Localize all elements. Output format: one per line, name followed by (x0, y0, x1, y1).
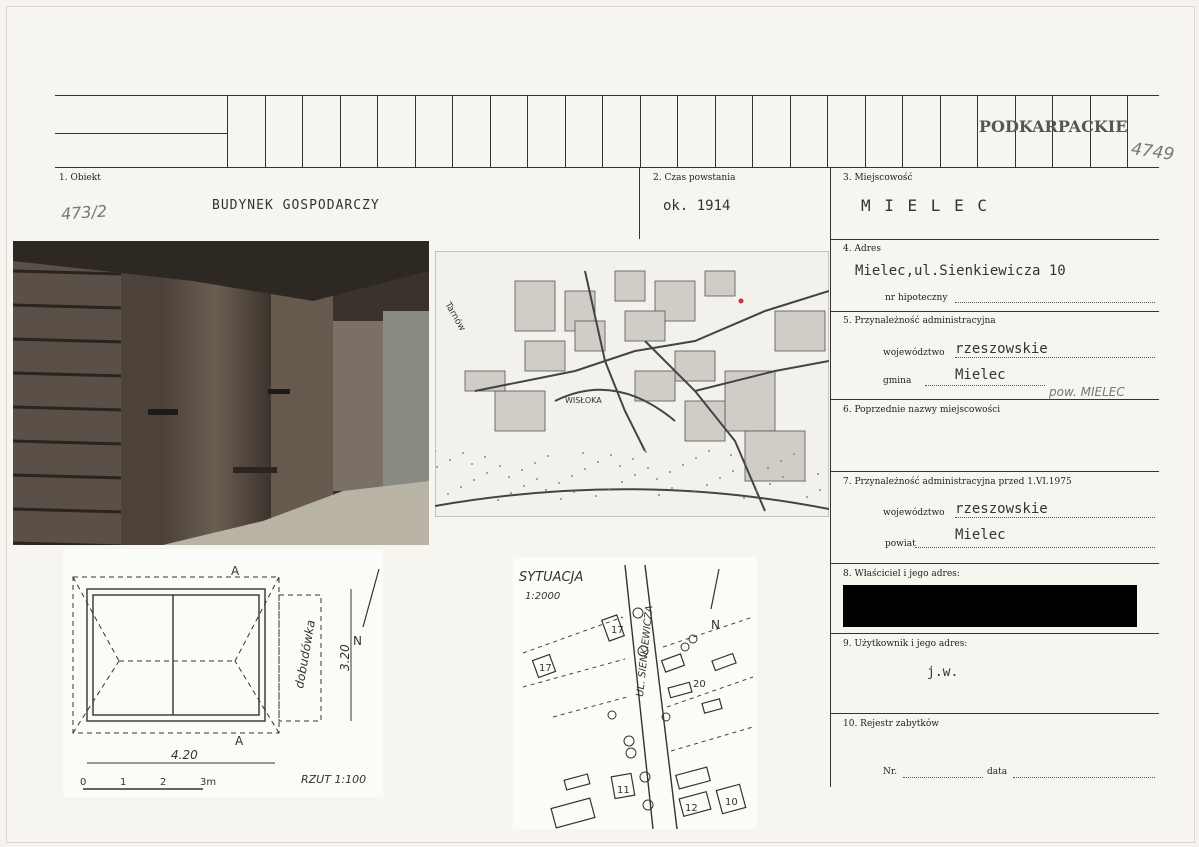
address-value: Mielec,ul.Sienkiewicza 10 (855, 263, 1066, 279)
map-floodplain-dot (745, 463, 747, 465)
header-bottom-rule (55, 167, 1159, 168)
row-rule-2 (830, 311, 1159, 312)
map-floodplain-dot (560, 498, 562, 500)
header-cell-divider (452, 95, 453, 167)
map-floodplain-dot (767, 467, 769, 469)
map-floodplain-dot (804, 480, 806, 482)
header-cell-divider (302, 95, 303, 167)
header-cell-divider (602, 95, 603, 167)
map-floodplain-dot (571, 475, 573, 477)
map-floodplain-dot (743, 497, 745, 499)
former-names-label: 6. Poprzednie nazwy miejscowości (843, 405, 1001, 415)
map-floodplain-dot (462, 452, 464, 454)
map-floodplain-dot (632, 458, 634, 460)
admin-before-district-line (915, 547, 1155, 548)
header-cell-divider (527, 95, 528, 167)
map-floodplain-dot (473, 479, 475, 481)
header-top-rule (55, 95, 1159, 96)
situation-number-6: 10 (725, 797, 738, 808)
header-cell-divider (340, 95, 341, 167)
map-floodplain-dot (730, 454, 732, 456)
situation-number-5: 12 (685, 803, 698, 814)
object-note: 473/2 (60, 201, 108, 224)
admin-before-label: 7. Przynależność administracyjna przed 1.VI.1975 (843, 477, 1072, 487)
address-label: 4. Adres (843, 244, 881, 254)
scale-tick-label: 0 (80, 777, 87, 788)
door-hinge (148, 409, 178, 415)
map-floodplain-dot (719, 477, 721, 479)
mortgage-line (955, 302, 1155, 303)
map-floodplain-dot (806, 496, 808, 498)
plan-section-a-top: A (231, 564, 240, 578)
mortgage-label: nr hipoteczny (885, 293, 948, 303)
plan-north: N (353, 634, 362, 648)
map-label-wislok: WISŁOKA (565, 396, 602, 405)
header-mid-rule (55, 133, 227, 134)
map-block (705, 271, 735, 296)
user-label: 9. Użytkownik i jego adres: (843, 639, 968, 649)
map-floodplain-dot (782, 476, 784, 478)
header-cell-divider (977, 95, 978, 167)
right-door (271, 289, 333, 519)
map-block (635, 371, 675, 401)
map-floodplain-dot (610, 454, 612, 456)
map-floodplain-dot (669, 471, 671, 473)
map-floodplain-dot (656, 478, 658, 480)
register-nr-label: Nr. (883, 767, 898, 777)
map-floodplain-dot (523, 485, 525, 487)
door-bolt (233, 467, 277, 473)
plan-section-a-bottom: A (235, 734, 244, 748)
object-value: BUDYNEK GOSPODARCZY (212, 198, 380, 213)
map-floodplain-dot (647, 467, 649, 469)
map-floodplain-dot (819, 489, 821, 491)
situation-plan (513, 557, 757, 829)
map-floodplain-dot (732, 470, 734, 472)
map-floodplain-dot (621, 481, 623, 483)
map-block (525, 341, 565, 371)
row-rule-3 (830, 399, 1159, 400)
map-floodplain-dot (658, 494, 660, 496)
admin-before-district-label: powiat (885, 539, 916, 549)
map-floodplain-dot (769, 483, 771, 485)
map-block (575, 321, 605, 351)
plan-width: 4.20 (171, 748, 198, 762)
situation-title: SYTUACJA (519, 570, 584, 585)
map-floodplain-dot (536, 478, 538, 480)
map-floodplain-dot (547, 455, 549, 457)
scale-tick-label: 1 (120, 777, 127, 788)
row-rule-6 (830, 633, 1159, 634)
header-cell-divider (940, 95, 941, 167)
header-cell-divider (715, 95, 716, 167)
map-floodplain-dot (508, 476, 510, 478)
header-cell-divider (415, 95, 416, 167)
situation-number-4: 11 (617, 785, 630, 796)
situation-scale: 1:2000 (525, 591, 561, 602)
admin-commune-line (925, 385, 1045, 386)
map-floodplain-dot (471, 463, 473, 465)
header-cell-divider (640, 95, 641, 167)
object-label: 1. Obiekt (59, 173, 101, 183)
header-cell-divider (227, 95, 228, 167)
map-block (615, 271, 645, 301)
map-label-tarnow: Tarnów (442, 300, 467, 333)
map-floodplain-dot (497, 499, 499, 501)
scale-tick-label: 3m (200, 777, 217, 788)
owner-label: 8. Właściciel i jego adres: (843, 569, 960, 579)
map-floodplain-dot (695, 457, 697, 459)
side-wall (333, 321, 383, 491)
card-number: 4749 (1129, 139, 1176, 165)
time-label: 2. Czas powstania (653, 173, 736, 183)
barn-photo (13, 241, 429, 545)
header-cell-divider (490, 95, 491, 167)
header-cell-divider (790, 95, 791, 167)
map-floodplain-dot (793, 453, 795, 455)
map-floodplain-dot (573, 491, 575, 493)
map-floodplain-dot (619, 465, 621, 467)
plan-scale-label: RZUT 1:100 (301, 773, 367, 786)
map-floodplain-dot (693, 491, 695, 493)
region-stamp: PODKARPACKIE (979, 117, 1128, 136)
map-floodplain-dot (817, 473, 819, 475)
row-rule-5 (830, 563, 1159, 564)
door-latch (268, 389, 290, 394)
admin-before-voivodeship: rzeszowskie (955, 501, 1048, 517)
locality-value: M I E L E C (861, 196, 989, 215)
admin-before-voivodeship-line (955, 517, 1155, 518)
plan-height: 3.20 (338, 644, 352, 671)
map-block (515, 281, 555, 331)
header-cell-divider (265, 95, 266, 167)
admin-commune-label: gmina (883, 376, 912, 386)
map-block (775, 311, 825, 351)
register-label: 10. Rejestr zabytków (843, 719, 939, 729)
map-floodplain-dot (597, 461, 599, 463)
situation-number-1: 17 (611, 625, 624, 636)
register-date-label: data (987, 767, 1008, 777)
map-floodplain-dot (584, 468, 586, 470)
map-block (625, 311, 665, 341)
user-value: j.w. (927, 665, 959, 680)
map-floodplain-dot (460, 486, 462, 488)
situation-number-2: 17 (539, 663, 552, 674)
admin-before-district: Mielec (955, 527, 1006, 543)
map-block (745, 431, 805, 481)
floor-plan (63, 549, 383, 797)
header-cell-divider (865, 95, 866, 167)
header-cell-divider (677, 95, 678, 167)
log-wall (13, 241, 123, 545)
map-floodplain-dot (510, 492, 512, 494)
map-floodplain-dot (436, 466, 438, 468)
map-floodplain-dot (499, 465, 501, 467)
admin-voivodeship: rzeszowskie (955, 341, 1048, 357)
site-marker (739, 299, 744, 304)
map-floodplain-dot (558, 482, 560, 484)
row-rule-7 (830, 713, 1159, 714)
row-rule-4 (830, 471, 1159, 472)
map-block (725, 371, 775, 431)
map-floodplain-dot (582, 452, 584, 454)
map-floodplain-dot (484, 456, 486, 458)
map-floodplain-dot (780, 460, 782, 462)
plan-extension-label: dobudówka (292, 618, 318, 690)
admin-note: pow. MIELEC (1049, 385, 1125, 399)
header-cell-divider (902, 95, 903, 167)
admin-voivodeship-label: województwo (883, 348, 945, 358)
divider-1 (639, 167, 640, 239)
location-map (435, 251, 829, 517)
header-cell-divider (377, 95, 378, 167)
header-cell-divider (752, 95, 753, 167)
map-floodplain-dot (634, 474, 636, 476)
header-cell-divider (565, 95, 566, 167)
map-floodplain-dot (671, 487, 673, 489)
right-column-divider (830, 167, 831, 787)
map-floodplain-dot (521, 469, 523, 471)
inventory-card (6, 6, 1195, 843)
map-floodplain-dot (706, 484, 708, 486)
map-floodplain-dot (682, 464, 684, 466)
map-floodplain-dot (708, 450, 710, 452)
register-date-line (1013, 777, 1155, 778)
admin-commune: Mielec (955, 367, 1006, 383)
map-floodplain-dot (595, 495, 597, 497)
situation-north: N (711, 618, 720, 632)
header-cell-divider (827, 95, 828, 167)
scale-tick-label: 2 (160, 777, 167, 788)
locality-label: 3. Miejscowość (843, 173, 913, 183)
map-floodplain-dot (645, 451, 647, 453)
map-floodplain-dot (449, 459, 451, 461)
map-floodplain-dot (545, 489, 547, 491)
door-post (121, 261, 161, 545)
time-value: ok. 1914 (663, 198, 731, 214)
admin-label: 5. Przynależność administracyjna (843, 316, 996, 326)
map-floodplain-dot (534, 462, 536, 464)
row-rule-1 (830, 239, 1159, 240)
map-floodplain-dot (756, 490, 758, 492)
map-floodplain-dot (447, 493, 449, 495)
map-floodplain-dot (486, 472, 488, 474)
owner-redaction (843, 585, 1137, 627)
map-floodplain-dot (608, 488, 610, 490)
situation-street-label: UL. SIENKIEWICZA (635, 604, 656, 698)
admin-voivodeship-line (955, 357, 1155, 358)
register-nr-line (903, 777, 983, 778)
situation-number-3: 20 (693, 679, 706, 690)
map-block (495, 391, 545, 431)
admin-before-voivodeship-label: województwo (883, 508, 945, 518)
left-door (161, 259, 271, 545)
